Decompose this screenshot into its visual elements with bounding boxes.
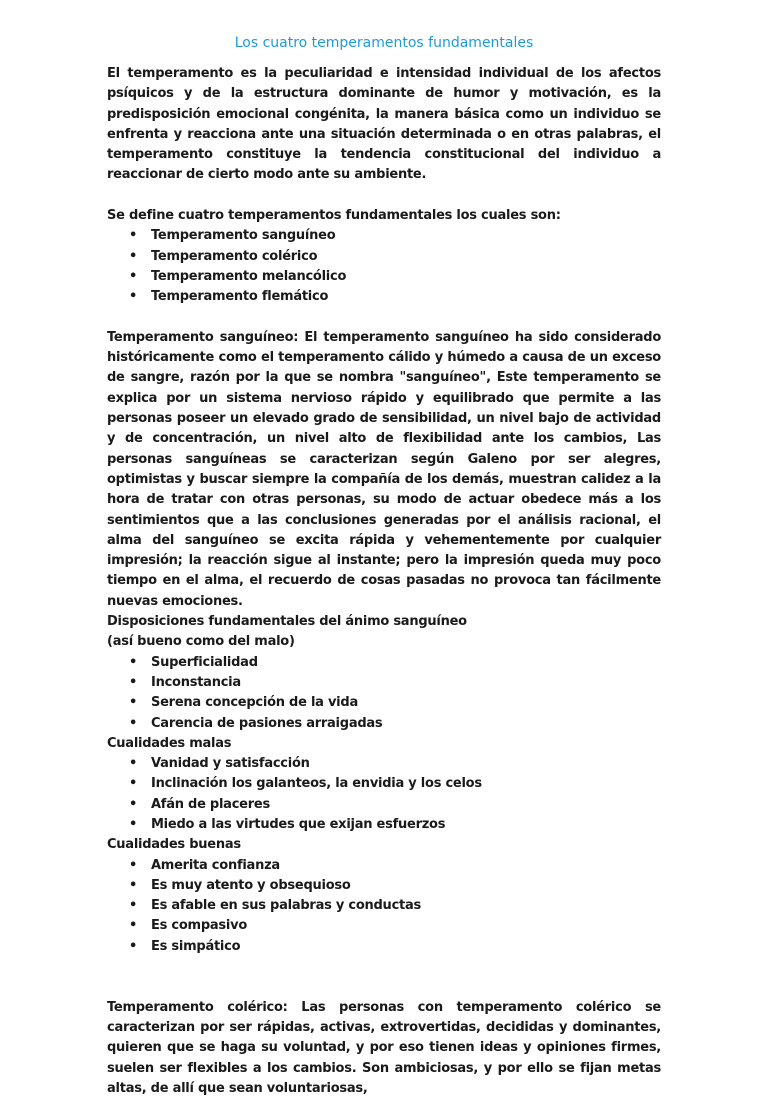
list-item: • Superficialidad bbox=[107, 653, 661, 673]
list-item: • Es simpático bbox=[107, 937, 661, 957]
list-item: • Temperamento melancólico bbox=[107, 267, 661, 287]
list-item: • Es afable en sus palabras y conductas bbox=[107, 896, 661, 916]
malas-heading: Cualidades malas bbox=[107, 735, 232, 751]
list-item: • Temperamento colérico bbox=[107, 247, 661, 267]
buenas-heading: Cualidades buenas bbox=[107, 837, 241, 853]
list-item: • Es compasivo bbox=[107, 916, 661, 936]
document-title: Los cuatro temperamentos fundamentales bbox=[234, 35, 534, 51]
malas-list bbox=[107, 754, 661, 835]
list-item: • Es muy atento y obsequioso bbox=[107, 876, 661, 896]
define-heading: Se define cuatro temperamentos fundamentales los cuales son: bbox=[107, 208, 561, 224]
disposiciones-heading: Disposiciones fundamentales del ánimo sanguíneo bbox=[107, 614, 467, 630]
spacer bbox=[107, 957, 661, 998]
sanguineo-paragraph: Temperamento sanguíneo: El temperamento sanguíneo ha sido considerado históricamente como el temperamento cálido y húmedo a causa de un exceso de sangre, razón por la que se nombra "sanguíneo", Este temperamento se explica por un sistema nervioso rápido y equilibrado que permite a las personas poseer un elevado grado de sensibilidad, un nivel bajo de actividad y de concentración, un nivel alto de flexibilidad ante los cambios, Las personas sanguíneas se caracterizan según Galeno por ser alegres, optimistas y buscar siempre la compañía de los demás, muestran calidez a la hora de tratar con otras personas, su modo de actuar obedece más a los sentimientos que a las conclusiones generadas por el análisis racional, el alma del sanguíneo se excita rápida y vehementemente por cualquier impresión; la reacción sigue al instante; pero la impresión queda muy poco tiempo en el alma, el recuerdo de cosas pasadas no provoca tan fácilmente nuevas emociones. bbox=[107, 329, 661, 609]
document-body bbox=[107, 64, 661, 1099]
list-item: • Vanidad y satisfacción bbox=[107, 754, 661, 774]
spacer bbox=[107, 308, 661, 328]
list-item: • Miedo a las virtudes que exijan esfuerzos bbox=[107, 815, 661, 835]
colerico-paragraph: Temperamento colérico: Las personas con temperamento colérico se caracterizan por ser rápidas, activas, extrovertidas, decididas y dominantes, quieren que se haga su voluntad, y por eso tienen ideas y opiniones firmes, suelen ser flexibles a los cambios. Son ambiciosas, y por ello se fijan metas altas, de allí que sean voluntariosas, bbox=[107, 999, 661, 1096]
list-item: • Inclinación los galanteos, la envidia y los celos bbox=[107, 774, 661, 794]
intro-paragraph: El temperamento es la peculiaridad e intensidad individual de los afectos psíquicos y de la estructura dominante de humor y motivación, es la predisposición emocional congénita, la manera básica como un individuo se enfrenta y reacciona ante una situación determinada o en otras palabras, el temperamento constituye la tendencia constitucional del individuo a reaccionar de cierto modo ante su ambiente. bbox=[107, 66, 661, 183]
types-list bbox=[107, 226, 661, 307]
list-item: • Afán de placeres bbox=[107, 795, 661, 815]
list-item: • Carencia de pasiones arraigadas bbox=[107, 714, 661, 734]
list-item: • Inconstancia bbox=[107, 673, 661, 693]
disposiciones-subheading: (así bueno como del malo) bbox=[107, 634, 295, 650]
list-item: • Temperamento flemático bbox=[107, 287, 661, 307]
list-item: • Amerita confianza bbox=[107, 856, 661, 876]
list-item: • Temperamento sanguíneo bbox=[107, 226, 661, 246]
buenas-list bbox=[107, 856, 661, 957]
disposiciones-list bbox=[107, 653, 661, 734]
list-item: • Serena concepción de la vida bbox=[107, 693, 661, 713]
spacer bbox=[107, 186, 661, 206]
